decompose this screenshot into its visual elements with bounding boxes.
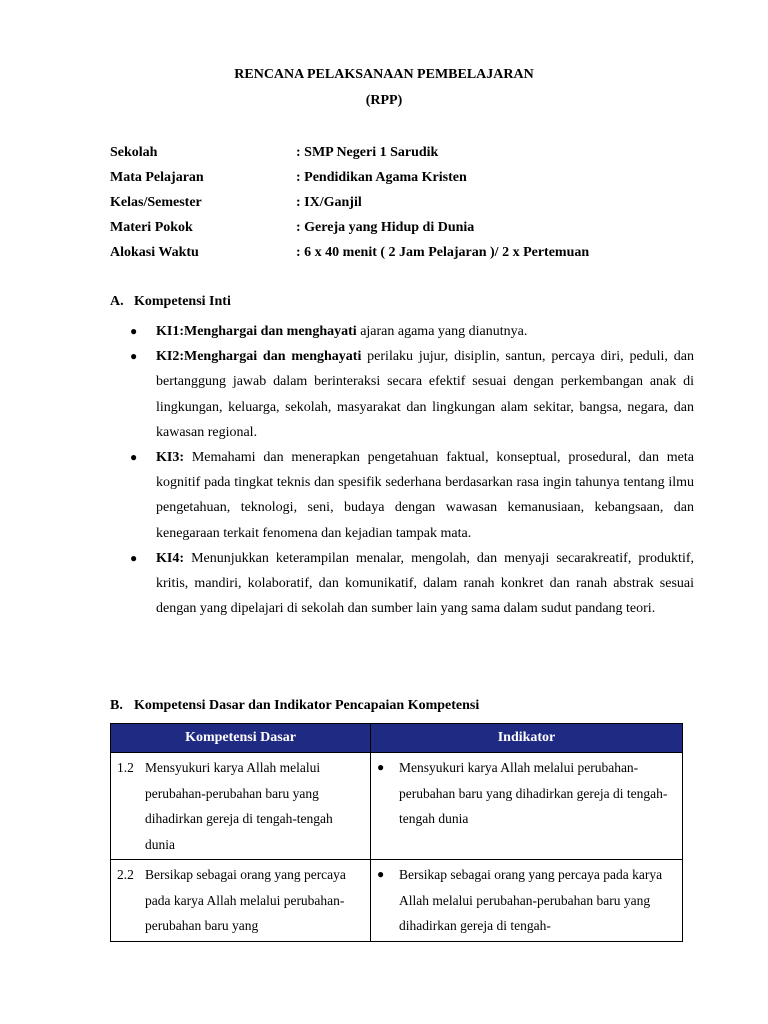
identity-row-kelas-semester	[110, 194, 710, 219]
section-letter: A.	[110, 294, 124, 309]
identity-value: : 6 x 40 menit ( 2 Jam Pelajaran )/ 2 x Pertemuan	[296, 245, 590, 260]
ki-item-4	[120, 546, 694, 622]
competency-table	[110, 723, 683, 942]
identity-label: Kelas/Semester	[110, 195, 202, 210]
identity-value: : SMP Negeri 1 Sarudik	[296, 145, 439, 160]
identity-block	[110, 144, 710, 269]
kd-text: Bersikap sebagai orang yang percaya pada karya Allah melalui perubahan-perubahan baru yang	[145, 867, 346, 933]
table-row	[111, 860, 683, 942]
indicator-text: Bersikap sebagai orang yang percaya pada karya Allah melalui perubahan-perubahan baru yang dihadirkan gereja di tengah-	[399, 867, 663, 933]
header-kompetensi-dasar: Kompetensi Dasar	[111, 724, 371, 753]
bullet-icon: ●	[130, 450, 138, 465]
ki-label: KI3:	[156, 450, 184, 466]
ki-description: ajaran agama yang dianutnya.	[356, 324, 528, 339]
ki-description: perilaku jujur, disiplin, santun, percaya diri, peduli, dan bertanggung jawab dalam berinteraksi secara efektif sesuai dengan perkembangan anak di lingkungan, keluarga, sekolah, masyarakat dan lingkungan alam sekitar, bangsa, negara, dan kawasan regional.	[156, 349, 694, 440]
identity-label: Materi Pokok	[110, 220, 193, 235]
identity-label: Sekolah	[110, 145, 158, 160]
document-subtitle: (RPP)	[365, 93, 403, 108]
bullet-icon: ●	[377, 867, 385, 881]
ki-list	[120, 319, 694, 621]
identity-label: Mata Pelajaran	[110, 170, 204, 185]
ki-item-1	[120, 319, 694, 344]
bullet-icon: ●	[130, 349, 138, 364]
table-row	[111, 753, 683, 860]
kd-text: Mensyukuri karya Allah melalui perubahan-perubahan baru yang dihadirkan gereja di tengah-tengah dunia	[145, 760, 333, 852]
ki-description: Memahami dan menerapkan pengetahuan faktual, konseptual, prosedural, dan meta kognitif pada tingkat teknis dan spesifik sederhana berdasarkan rasa ingin tahunya tentang ilmu pengetahuan, teknologi, seni, budaya dengan wawasan kemanusiaan, kebangsaan, dan kenegaraan terkait fenomena dan kejadian tampak mata.	[156, 450, 694, 541]
identity-row-materi-pokok	[110, 219, 710, 244]
bullet-icon: ●	[130, 324, 138, 338]
ki-label: KI4:	[156, 550, 184, 566]
ki-item-2	[120, 344, 694, 445]
document-title: RENCANA PELAKSANAAN PEMBELAJARAN	[234, 67, 534, 82]
ki-description: Menunjukkan keterampilan menalar, mengolah, dan menyaji secarakreatif, produktif, kritis, mandiri, kolaboratif, dan komunikatif, dalam ranah konkret dan ranah abstrak sesuai dengan yang dipelajari di sekolah dan sumber lain yang sama dalam sudut pandang teori.	[156, 550, 694, 617]
identity-label: Alokasi Waktu	[110, 245, 199, 260]
kd-cell	[111, 753, 371, 860]
kd-number: 2.2	[117, 867, 134, 882]
identity-value: : IX/Ganjil	[296, 195, 362, 210]
section-title: Kompetensi Dasar dan Indikator Pencapaian Kompetensi	[134, 698, 480, 713]
bullet-icon: ●	[130, 550, 138, 565]
section-b-heading	[110, 698, 479, 714]
bullet-icon: ●	[377, 760, 385, 774]
ki-label: KI2:Menghargai dan menghayati	[156, 349, 362, 365]
kd-number: 1.2	[117, 760, 134, 775]
section-a-heading	[110, 294, 231, 310]
section-title: Kompetensi Inti	[134, 294, 231, 309]
indicator-cell	[371, 753, 683, 860]
indicator-text: Mensyukuri karya Allah melalui perubahan-perubahan baru yang dihadirkan gereja di tengah-tengah dunia	[399, 760, 668, 826]
table-header-row	[111, 724, 683, 753]
identity-row-alokasi-waktu	[110, 244, 710, 269]
identity-value: : Gereja yang Hidup di Dunia	[296, 220, 475, 235]
ki-item-3	[120, 445, 694, 546]
section-letter: B.	[110, 698, 123, 713]
kd-cell	[111, 860, 371, 942]
identity-row-mata-pelajaran	[110, 169, 710, 194]
indicator-cell	[371, 860, 683, 942]
ki-label: KI1:Menghargai dan menghayati	[156, 324, 357, 339]
identity-value: : Pendidikan Agama Kristen	[296, 170, 467, 185]
header-indikator: Indikator	[371, 724, 683, 753]
identity-row-sekolah	[110, 144, 710, 169]
